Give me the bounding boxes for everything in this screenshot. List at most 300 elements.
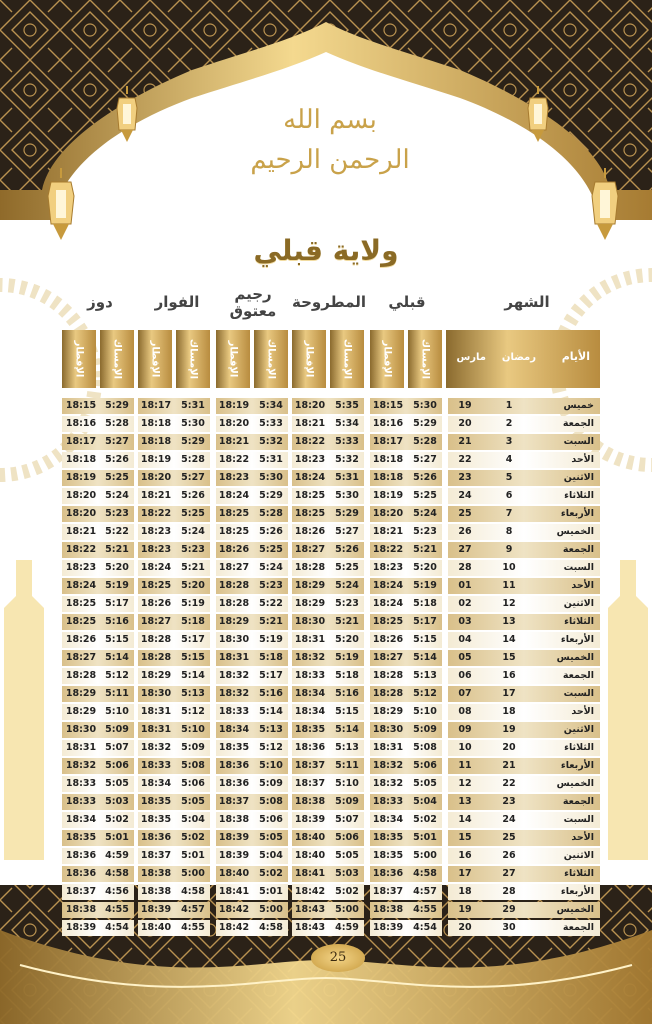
cell-ram: 1	[505, 400, 513, 411]
cell-d-if: 18:38	[65, 904, 97, 915]
cell-m-im: 5:35	[335, 400, 359, 411]
cell-q-im: 4:54	[413, 922, 437, 933]
column-header-matrouha: المطروحة	[291, 293, 366, 311]
cell-m-if: 18:24	[294, 472, 326, 483]
cell-q-im: 5:25	[413, 490, 437, 501]
cell-r-im: 5:26	[259, 526, 283, 537]
cell-f-if: 18:23	[140, 526, 172, 537]
cell-q-im: 5:27	[413, 454, 437, 465]
prayer-times-table	[60, 397, 600, 937]
page-number: 25	[311, 944, 365, 972]
cell-mar: 02	[458, 598, 472, 609]
table-row	[60, 703, 600, 721]
cell-ram: 23	[502, 796, 516, 807]
cell-m-im: 5:34	[335, 418, 359, 429]
cell-day: الأحد	[571, 832, 594, 843]
cell-r-if: 18:39	[218, 850, 250, 861]
cell-ram: 30	[502, 922, 516, 933]
cell-f-if: 18:23	[140, 544, 172, 555]
cell-d-if: 18:26	[65, 634, 97, 645]
cell-m-im: 5:16	[335, 688, 359, 699]
cell-d-im: 5:17	[105, 598, 129, 609]
cell-m-if: 18:28	[294, 562, 326, 573]
cell-r-im: 5:24	[259, 562, 283, 573]
cell-r-if: 18:21	[218, 436, 250, 447]
cell-r-im: 5:06	[259, 814, 283, 825]
cell-d-if: 18:22	[65, 544, 97, 555]
table-row	[60, 901, 600, 919]
cell-f-im: 4:55	[181, 922, 205, 933]
cell-r-if: 18:28	[218, 580, 250, 591]
cell-f-im: 5:25	[181, 508, 205, 519]
cell-day: الاثنين	[563, 850, 594, 861]
table-row	[60, 649, 600, 667]
cell-r-if: 18:36	[218, 760, 250, 771]
cell-day: الخميس	[556, 652, 594, 663]
cell-d-im: 5:19	[105, 580, 129, 591]
table-row	[60, 433, 600, 451]
cell-q-im: 5:04	[413, 796, 437, 807]
cell-f-im: 5:06	[181, 778, 205, 789]
table-row	[60, 685, 600, 703]
cell-d-if: 18:37	[65, 886, 97, 897]
cell-m-im: 5:03	[335, 868, 359, 879]
cell-q-if: 18:18	[372, 454, 404, 465]
cell-mar: 16	[458, 850, 472, 861]
cell-m-if: 18:29	[294, 580, 326, 591]
cell-r-im: 5:30	[259, 472, 283, 483]
cell-d-if: 18:34	[65, 814, 97, 825]
cell-mar: 09	[458, 724, 472, 735]
cell-f-im: 5:21	[181, 562, 205, 573]
cell-d-if: 18:20	[65, 508, 97, 519]
cell-q-im: 5:19	[413, 580, 437, 591]
cell-day: الأحد	[571, 454, 594, 465]
table-row	[60, 577, 600, 595]
cell-ram: 11	[502, 580, 516, 591]
cell-m-im: 5:09	[335, 796, 359, 807]
column-header-month: الشهر	[504, 293, 550, 311]
cell-q-if: 18:35	[372, 850, 404, 861]
cell-mar: 14	[458, 814, 472, 825]
cell-f-if: 18:31	[140, 706, 172, 717]
table-row	[60, 775, 600, 793]
cell-f-im: 5:28	[181, 454, 205, 465]
cell-f-im: 5:23	[181, 544, 205, 555]
cell-q-im: 5:21	[413, 544, 437, 555]
lantern-icon	[115, 86, 139, 144]
table-row	[60, 505, 600, 523]
cell-m-im: 5:13	[335, 742, 359, 753]
cell-m-if: 18:39	[294, 814, 326, 825]
cell-r-if: 18:41	[218, 886, 250, 897]
cell-f-im: 5:14	[181, 670, 205, 681]
cell-ram: 8	[505, 526, 513, 537]
cell-f-if: 18:18	[140, 418, 172, 429]
cell-q-if: 18:22	[372, 544, 404, 555]
cell-m-if: 18:42	[294, 886, 326, 897]
cell-d-im: 5:29	[105, 400, 129, 411]
cell-r-im: 5:18	[259, 652, 283, 663]
cell-r-if: 18:25	[218, 526, 250, 537]
cell-mar: 13	[458, 796, 472, 807]
cell-r-if: 18:42	[218, 904, 250, 915]
cell-ram: 28	[502, 886, 516, 897]
subheader-iftar: الإفطار	[292, 330, 326, 388]
cell-f-if: 18:36	[140, 832, 172, 843]
lantern-icon	[46, 168, 76, 242]
cell-f-if: 18:19	[140, 454, 172, 465]
cell-d-im: 5:05	[105, 778, 129, 789]
table-row	[60, 883, 600, 901]
cell-d-if: 18:16	[65, 418, 97, 429]
cell-d-im: 4:59	[105, 850, 129, 861]
cell-day: الخميس	[556, 526, 594, 537]
cell-f-if: 18:26	[140, 598, 172, 609]
cell-mar: 20	[458, 418, 472, 429]
cell-q-if: 18:33	[372, 796, 404, 807]
cell-f-im: 5:31	[181, 400, 205, 411]
cell-mar: 04	[458, 634, 472, 645]
cell-d-im: 5:10	[105, 706, 129, 717]
cell-r-if: 18:32	[218, 688, 250, 699]
cell-d-if: 18:21	[65, 526, 97, 537]
cell-mar: 01	[458, 580, 472, 591]
subheader-days: الأيام	[561, 350, 590, 363]
cell-mar: 06	[458, 670, 472, 681]
cell-ram: 17	[502, 688, 516, 699]
cell-d-im: 5:16	[105, 616, 129, 627]
cell-q-if: 18:32	[372, 760, 404, 771]
cell-d-if: 18:35	[65, 832, 97, 843]
cell-q-im: 5:17	[413, 616, 437, 627]
table-row	[60, 415, 600, 433]
cell-d-im: 5:20	[105, 562, 129, 573]
table-row	[60, 451, 600, 469]
cell-d-if: 18:39	[65, 922, 97, 933]
subheader-imsak: الإمساك	[100, 330, 134, 388]
cell-d-im: 5:11	[105, 688, 129, 699]
cell-m-im: 5:02	[335, 886, 359, 897]
cell-m-im: 5:32	[335, 454, 359, 465]
subheader-row	[60, 330, 600, 388]
cell-q-if: 18:30	[372, 724, 404, 735]
cell-r-if: 18:28	[218, 598, 250, 609]
cell-r-if: 18:25	[218, 508, 250, 519]
cell-f-if: 18:17	[140, 400, 172, 411]
cell-m-if: 18:43	[294, 922, 326, 933]
left-minaret	[4, 560, 44, 860]
column-header-rjim-maatoug: رجيم معتوق	[229, 285, 277, 320]
subheader-iftar: الإفطار	[138, 330, 172, 388]
cell-q-if: 18:25	[372, 616, 404, 627]
cell-r-im: 5:08	[259, 796, 283, 807]
subheader-imsak: الإمساك	[254, 330, 288, 388]
cell-q-im: 5:09	[413, 724, 437, 735]
cell-mar: 22	[458, 454, 472, 465]
cell-d-im: 4:56	[105, 886, 129, 897]
cell-q-if: 18:23	[372, 562, 404, 573]
cell-mar: 24	[458, 490, 472, 501]
cell-r-im: 5:21	[259, 616, 283, 627]
cell-q-if: 18:16	[372, 418, 404, 429]
cell-q-if: 18:18	[372, 472, 404, 483]
cell-ram: 24	[502, 814, 516, 825]
cell-q-im: 5:08	[413, 742, 437, 753]
cell-q-im: 5:23	[413, 526, 437, 537]
cell-f-im: 5:19	[181, 598, 205, 609]
cell-m-if: 18:37	[294, 778, 326, 789]
cell-r-if: 18:26	[218, 544, 250, 555]
cell-day: الأربعاء	[560, 760, 594, 771]
cell-m-if: 18:29	[294, 598, 326, 609]
cell-ram: 29	[502, 904, 516, 915]
table-row	[60, 721, 600, 739]
cell-r-if: 18:33	[218, 706, 250, 717]
cell-m-if: 18:26	[294, 526, 326, 537]
subheader-ramadan: رمضان	[501, 352, 536, 363]
cell-day: الجمعة	[562, 922, 594, 933]
cell-f-if: 18:33	[140, 760, 172, 771]
cell-d-if: 18:36	[65, 850, 97, 861]
cell-m-im: 5:20	[335, 634, 359, 645]
cell-m-im: 5:07	[335, 814, 359, 825]
cell-f-im: 5:30	[181, 418, 205, 429]
cell-m-if: 18:40	[294, 850, 326, 861]
cell-ram: 25	[502, 832, 516, 843]
cell-r-if: 18:34	[218, 724, 250, 735]
cell-d-im: 5:09	[105, 724, 129, 735]
cell-f-if: 18:31	[140, 724, 172, 735]
cell-q-im: 5:18	[413, 598, 437, 609]
cell-mar: 25	[458, 508, 472, 519]
cell-day: الثلاثاء	[564, 490, 594, 501]
cell-f-im: 5:27	[181, 472, 205, 483]
cell-f-if: 18:20	[140, 472, 172, 483]
cell-r-im: 4:58	[259, 922, 283, 933]
subheader-iftar: الإفطار	[216, 330, 250, 388]
cell-f-if: 18:30	[140, 688, 172, 699]
cell-f-im: 5:26	[181, 490, 205, 501]
cell-day: الاثنين	[563, 472, 594, 483]
table-row	[60, 667, 600, 685]
cell-f-im: 5:13	[181, 688, 205, 699]
cell-d-if: 18:19	[65, 472, 97, 483]
cell-d-if: 18:33	[65, 796, 97, 807]
cell-r-if: 18:27	[218, 562, 250, 573]
cell-f-if: 18:28	[140, 634, 172, 645]
cell-r-im: 5:05	[259, 832, 283, 843]
cell-ram: 22	[502, 778, 516, 789]
cell-m-if: 18:23	[294, 454, 326, 465]
cell-r-im: 5:01	[259, 886, 283, 897]
cell-d-im: 4:55	[105, 904, 129, 915]
cell-r-im: 5:31	[259, 454, 283, 465]
cell-f-im: 5:10	[181, 724, 205, 735]
cell-d-if: 18:24	[65, 580, 97, 591]
cell-d-if: 18:25	[65, 616, 97, 627]
cell-r-im: 5:17	[259, 670, 283, 681]
cell-m-im: 5:00	[335, 904, 359, 915]
bismillah-calligraphy: بسم الله الرحمن الرحيم	[250, 105, 410, 175]
subheader-iftar: الإفطار	[370, 330, 404, 388]
cell-r-if: 18:35	[218, 742, 250, 753]
cell-r-im: 5:04	[259, 850, 283, 861]
cell-ram: 21	[502, 760, 516, 771]
cell-f-im: 4:58	[181, 886, 205, 897]
cell-q-if: 18:39	[372, 922, 404, 933]
cell-q-if: 18:36	[372, 868, 404, 879]
cell-f-im: 4:57	[181, 904, 205, 915]
cell-m-if: 18:25	[294, 490, 326, 501]
cell-ram: 27	[502, 868, 516, 879]
cell-ram: 16	[502, 670, 516, 681]
table-row	[60, 739, 600, 757]
table-row	[60, 523, 600, 541]
cell-m-if: 18:38	[294, 796, 326, 807]
table-row	[60, 865, 600, 883]
cell-r-im: 5:32	[259, 436, 283, 447]
cell-r-im: 5:10	[259, 760, 283, 771]
cell-q-im: 5:30	[413, 400, 437, 411]
cell-m-im: 5:30	[335, 490, 359, 501]
cell-mar: 11	[458, 760, 472, 771]
subheader-imsak: الإمساك	[176, 330, 210, 388]
cell-day: الثلاثاء	[564, 742, 594, 753]
cell-d-im: 5:22	[105, 526, 129, 537]
cell-day: السبت	[563, 814, 594, 825]
cell-m-im: 5:14	[335, 724, 359, 735]
cell-q-im: 5:06	[413, 760, 437, 771]
cell-d-im: 4:54	[105, 922, 129, 933]
cell-q-im: 5:14	[413, 652, 437, 663]
cell-d-if: 18:33	[65, 778, 97, 789]
cell-q-if: 18:31	[372, 742, 404, 753]
cell-m-if: 18:40	[294, 832, 326, 843]
cell-d-if: 18:29	[65, 706, 97, 717]
cell-q-if: 18:19	[372, 490, 404, 501]
cell-m-if: 18:22	[294, 436, 326, 447]
cell-d-im: 5:24	[105, 490, 129, 501]
cell-r-im: 5:28	[259, 508, 283, 519]
table-row	[60, 919, 600, 937]
cell-ram: 4	[505, 454, 513, 465]
cell-m-im: 5:31	[335, 472, 359, 483]
cell-d-if: 18:23	[65, 562, 97, 573]
cell-f-im: 5:17	[181, 634, 205, 645]
cell-q-if: 18:28	[372, 688, 404, 699]
cell-mar: 28	[458, 562, 472, 573]
cell-ram: 14	[502, 634, 516, 645]
cell-d-if: 18:27	[65, 652, 97, 663]
cell-d-if: 18:18	[65, 454, 97, 465]
cell-q-im: 5:28	[413, 436, 437, 447]
cell-f-im: 5:15	[181, 652, 205, 663]
cell-r-if: 18:30	[218, 634, 250, 645]
cell-r-if: 18:24	[218, 490, 250, 501]
cell-mar: 19	[458, 904, 472, 915]
lantern-icon	[590, 168, 620, 242]
cell-m-im: 5:06	[335, 832, 359, 843]
subheader-imsak: الإمساك	[408, 330, 442, 388]
cell-m-if: 18:37	[294, 760, 326, 771]
cell-q-if: 18:38	[372, 904, 404, 915]
cell-q-im: 4:55	[413, 904, 437, 915]
column-header-fawar: الفوار	[154, 293, 200, 311]
cell-d-im: 5:28	[105, 418, 129, 429]
cell-d-if: 18:17	[65, 436, 97, 447]
cell-m-if: 18:43	[294, 904, 326, 915]
cell-mar: 27	[458, 544, 472, 555]
cell-day: الأربعاء	[560, 886, 594, 897]
cell-r-if: 18:29	[218, 616, 250, 627]
cell-r-im: 5:09	[259, 778, 283, 789]
cell-m-if: 18:27	[294, 544, 326, 555]
cell-d-im: 5:25	[105, 472, 129, 483]
cell-day: الجمعة	[562, 418, 594, 429]
cell-r-im: 5:29	[259, 490, 283, 501]
cell-day: السبت	[563, 562, 594, 573]
cell-f-if: 18:35	[140, 796, 172, 807]
subheader-march: مارس	[456, 352, 486, 363]
cell-q-im: 4:57	[413, 886, 437, 897]
cell-d-if: 18:29	[65, 688, 97, 699]
cell-f-if: 18:25	[140, 580, 172, 591]
cell-m-if: 18:31	[294, 634, 326, 645]
cell-m-im: 4:59	[335, 922, 359, 933]
cell-f-im: 5:02	[181, 832, 205, 843]
cell-ram: 12	[502, 598, 516, 609]
cell-m-if: 18:30	[294, 616, 326, 627]
cell-r-im: 5:25	[259, 544, 283, 555]
cell-f-if: 18:38	[140, 868, 172, 879]
cell-r-im: 5:12	[259, 742, 283, 753]
cell-day: الخميس	[556, 778, 594, 789]
cell-m-if: 18:32	[294, 652, 326, 663]
cell-d-im: 5:14	[105, 652, 129, 663]
cell-ram: 26	[502, 850, 516, 861]
cell-q-im: 5:26	[413, 472, 437, 483]
cell-q-im: 5:15	[413, 634, 437, 645]
cell-m-im: 5:21	[335, 616, 359, 627]
cell-q-if: 18:37	[372, 886, 404, 897]
subheader-iftar: الإفطار	[62, 330, 96, 388]
table-row	[60, 397, 600, 415]
cell-q-im: 5:10	[413, 706, 437, 717]
cell-m-im: 5:33	[335, 436, 359, 447]
cell-ram: 13	[502, 616, 516, 627]
cell-m-im: 5:15	[335, 706, 359, 717]
cell-f-if: 18:35	[140, 814, 172, 825]
cell-f-if: 18:40	[140, 922, 172, 933]
cell-mar: 17	[458, 868, 472, 879]
right-minaret	[608, 560, 648, 860]
cell-f-im: 5:05	[181, 796, 205, 807]
cell-f-if: 18:22	[140, 508, 172, 519]
cell-d-if: 18:31	[65, 742, 97, 753]
cell-m-im: 5:26	[335, 544, 359, 555]
cell-q-im: 5:24	[413, 508, 437, 519]
cell-mar: 08	[458, 706, 472, 717]
cell-r-if: 18:19	[218, 400, 250, 411]
cell-r-if: 18:37	[218, 796, 250, 807]
cell-day: الثلاثاء	[564, 616, 594, 627]
cell-day: الجمعة	[562, 796, 594, 807]
cell-m-im: 5:25	[335, 562, 359, 573]
cell-ram: 20	[502, 742, 516, 753]
cell-r-if: 18:39	[218, 832, 250, 843]
cell-m-if: 18:34	[294, 688, 326, 699]
